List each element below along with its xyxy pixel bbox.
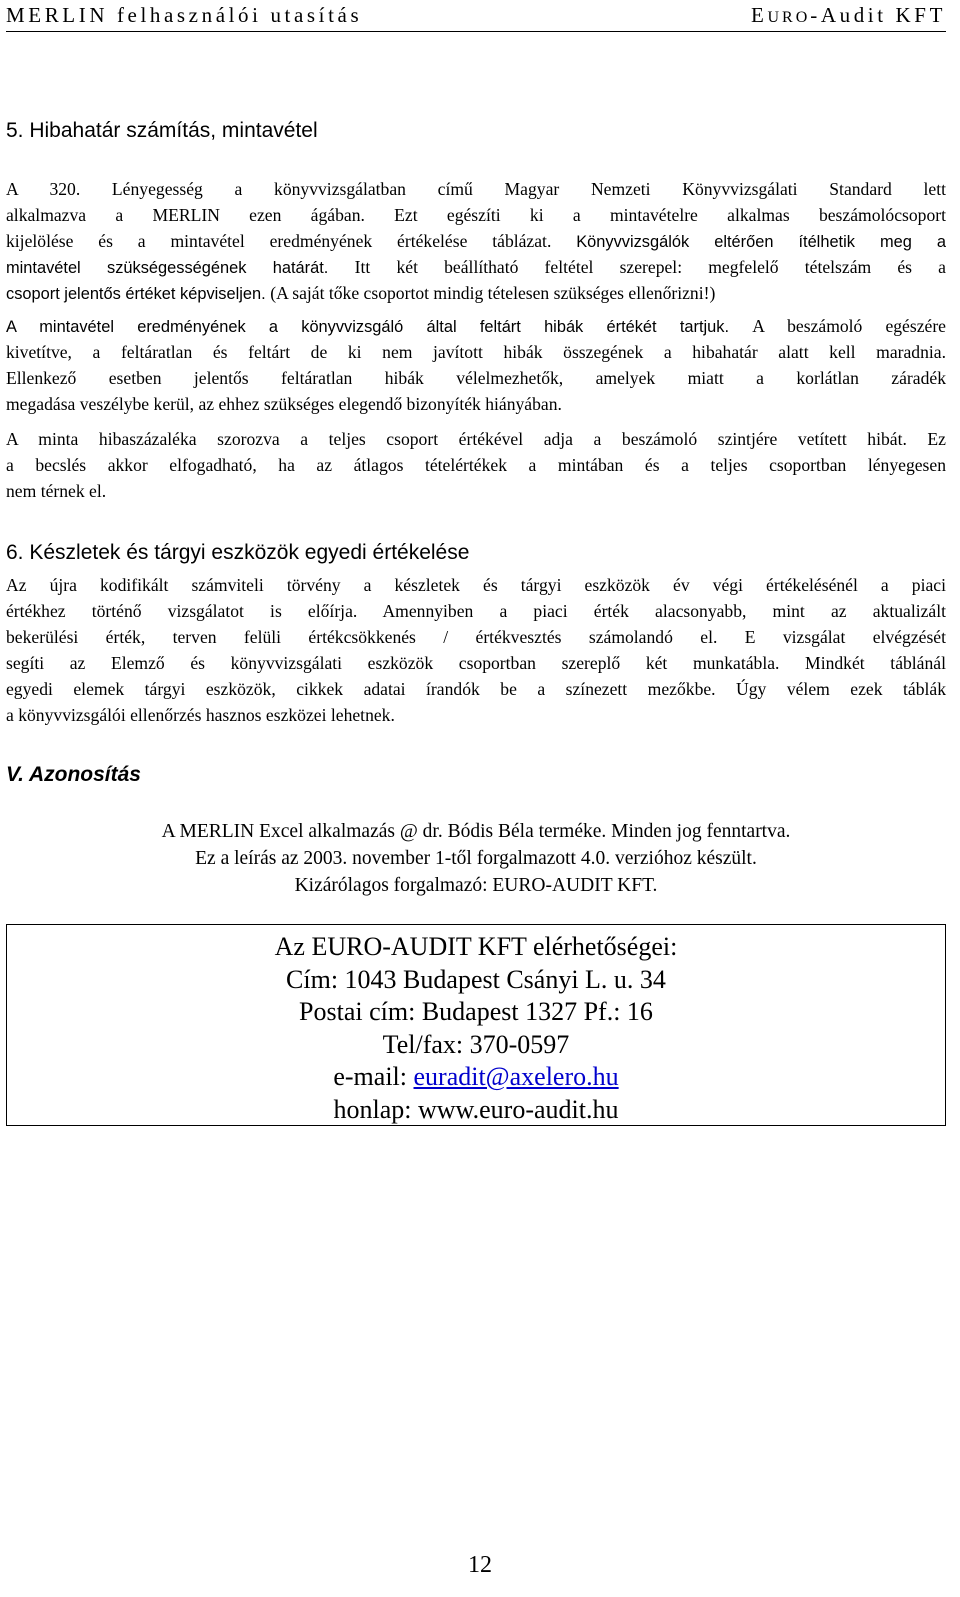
header-title: MERLIN felhasználói utasítás [6,3,363,27]
section-6-paragraph: Az újra kodifikált számviteli törvény a készletek és tárgyi eszközök év végi értékelésénél a piaci értékhez történő vizsgálatot is előírja. Amennyiben a piaci érték alacsonyabb, mint az aktualizált bekerülési érték, terven felüli értékcsökkenés / értékvesztés számolandó el. E vizsgálat elvégzését segíti az Elemző és könyvvizsgálati eszközök csoportban szereplő két munkatábla. Mindkét táblánál egyedi elemek tárgyi eszközök, cikkek adatai írandók be a színezett mezőkbe. Úgy vélem ezek táblák a könyvvizsgálói ellenőrzés hasznos eszközei lehetnek. [6,575,946,725]
section-5-paragraph-3: A minta hibaszázaléka szorozva a teljes csoport értékével adja a beszámoló szintjére vetített hibát. Ez a becslés akkor elfogadható, ha az átlagos tételértékek a mintában és a teljes csoportban lényegesen nem térnek el. [6,429,946,501]
section-5-paragraph-2: A mintavétel eredményének a könyvvizsgáló által feltárt hibák értékét tartjuk. A beszámoló egészére kivetítve, a feltáratlan és feltárt de ki nem javított hibák összegének a hibahatár alatt kell maradnia. Ellenkező esetben jelentős feltáratlan hibák vélelmezhetők, amelyek miatt a korlátlan záradék megadása veszélybe kerül, az ehhez szükséges elegendő bizonyíték hiányában. [6,316,946,414]
section-5-paragraph-1: A 320. Lényegesség a könyvvizsgálatban című Magyar Nemzeti Könyvvizsgálati Standard lett alkalmazva a MERLIN ezen ágában. Ezt egészíti ki a mintavételre alkalmas beszámolócsoport kijelölése és a mintavétel eredményének értékelése táblázat. Könyvvizsgálók eltérően ítélhetik meg a mintavétel szükségességének határát. Itt két beállítható feltétel szerepel: megfelelő tételszám és a csoport jelentős értéket képviseljen. (A saját tőke csoportot mindig tételesen szükséges ellenőrizni!) [6,179,946,303]
contact-phone: Tel/fax: 370-0597 [382,1029,570,1059]
contact-web: honlap: www.euro-audit.hu [333,1094,619,1124]
email-link[interactable]: euradit@axelero.hu [413,1062,619,1091]
identification-line-3: Kizárólagos forgalmazó: EURO-AUDIT KFT. [294,875,658,896]
contact-title: Az EURO-AUDIT KFT elérhetőségei: [274,932,678,961]
section-6-heading: 6. Készletek és tárgyi eszközök egyedi értékelése [6,541,470,564]
page-number: 12 [468,1552,492,1578]
contact-box [6,924,946,1126]
contact-email-row: e-mail: euradit@axelero.hu [333,1062,619,1091]
identification-line-1: A MERLIN Excel alkalmazás @ dr. Bódis Béla terméke. Minden jog fenntartva. [161,821,791,842]
header-company: EURO-Audit KFT [751,3,946,27]
identification-line-2: Ez a leírás az 2003. november 1-től forgalmazott 4.0. verzióhoz készült. [195,848,757,869]
page-header [6,2,946,32]
contact-postal: Postai cím: Budapest 1327 Pf.: 16 [299,997,653,1026]
section-5-heading: 5. Hibahatár számítás, mintavétel [6,119,318,142]
contact-address: Cím: 1043 Budapest Csányi L. u. 34 [286,964,666,994]
identification-block [6,818,946,899]
section-v-heading: V. Azonosítás [6,763,141,786]
